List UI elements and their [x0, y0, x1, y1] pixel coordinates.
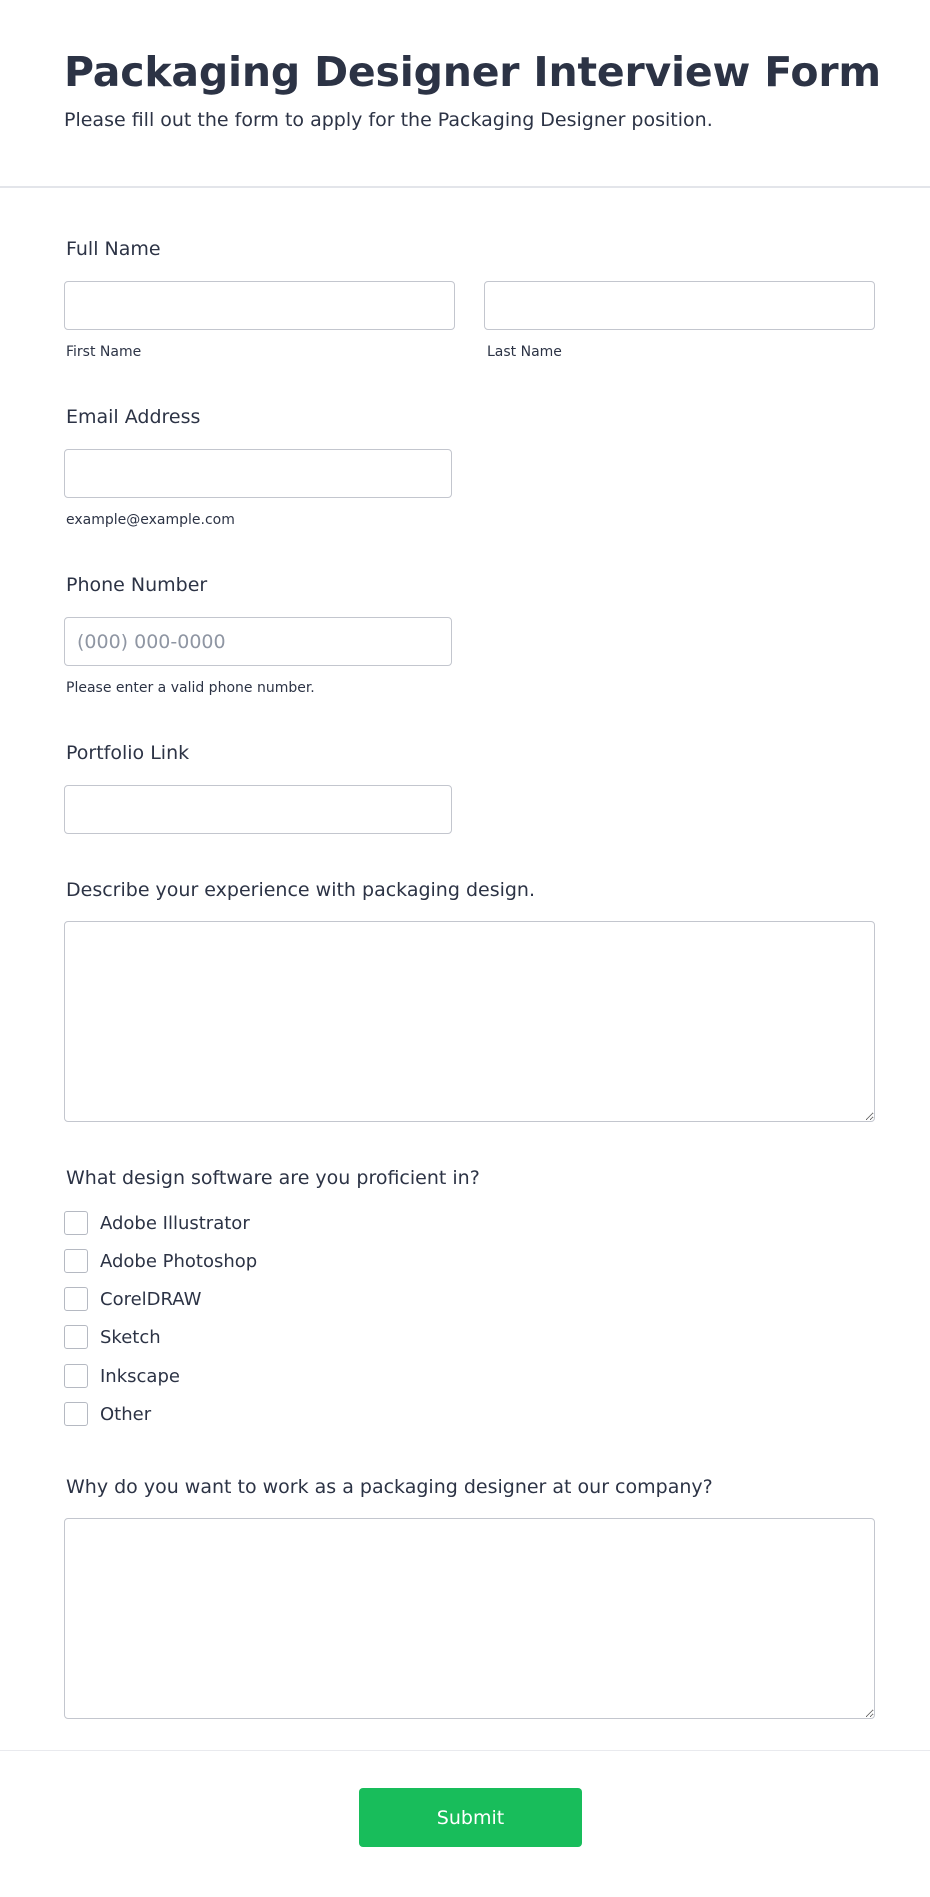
- option-label: Adobe Photoshop: [100, 1250, 258, 1272]
- last-name-sublabel: Last Name: [487, 344, 562, 360]
- phone-sublabel: Please enter a valid phone number.: [66, 680, 315, 696]
- option-label: Inkscape: [100, 1365, 180, 1387]
- first-name-sublabel: First Name: [66, 344, 142, 360]
- option-label: CorelDRAW: [100, 1288, 202, 1310]
- option-label: Other: [100, 1403, 152, 1425]
- phone-input[interactable]: [64, 617, 452, 666]
- full-name-label: Full Name: [66, 238, 161, 260]
- software-option-coreldraw[interactable]: [64, 1286, 201, 1312]
- email-sublabel: example@example.com: [66, 512, 235, 528]
- form-header: [0, 0, 930, 188]
- email-label: Email Address: [66, 406, 201, 428]
- checkbox-adobe-photoshop[interactable]: [64, 1249, 88, 1273]
- option-label: Adobe Illustrator: [100, 1212, 250, 1234]
- checkbox-sketch[interactable]: [64, 1325, 88, 1349]
- page-subtitle: Please fill out the form to apply for the Packaging Designer position.: [64, 109, 713, 131]
- software-option-other[interactable]: [64, 1401, 151, 1427]
- email-input[interactable]: [64, 449, 452, 498]
- portfolio-label: Portfolio Link: [66, 742, 190, 764]
- phone-label: Phone Number: [66, 574, 208, 596]
- software-label: What design software are you proficient in?: [66, 1167, 480, 1189]
- software-option-adobe-illustrator[interactable]: [64, 1210, 250, 1236]
- software-option-inkscape[interactable]: [64, 1363, 180, 1389]
- checkbox-inkscape[interactable]: [64, 1364, 88, 1388]
- option-label: Sketch: [100, 1326, 161, 1348]
- submit-button[interactable]: Submit: [359, 1788, 582, 1847]
- portfolio-input[interactable]: [64, 785, 452, 834]
- software-option-adobe-photoshop[interactable]: [64, 1248, 257, 1274]
- page-title: Packaging Designer Interview Form: [64, 48, 881, 96]
- checkbox-coreldraw[interactable]: [64, 1287, 88, 1311]
- experience-label: Describe your experience with packaging design.: [66, 879, 536, 901]
- checkbox-other[interactable]: [64, 1402, 88, 1426]
- software-option-sketch[interactable]: [64, 1324, 161, 1350]
- motivation-textarea[interactable]: [64, 1518, 875, 1719]
- first-name-input[interactable]: [64, 281, 455, 330]
- checkbox-adobe-illustrator[interactable]: [64, 1211, 88, 1235]
- motivation-label: Why do you want to work as a packaging designer at our company?: [66, 1476, 713, 1498]
- footer-divider: [0, 1750, 930, 1751]
- last-name-input[interactable]: [484, 281, 875, 330]
- experience-textarea[interactable]: [64, 921, 875, 1122]
